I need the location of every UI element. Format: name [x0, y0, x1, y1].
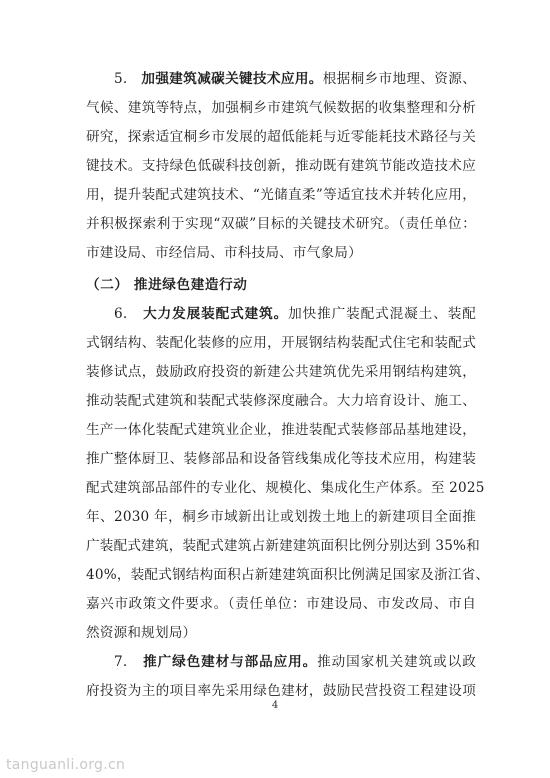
section-7-first-line: [114, 651, 476, 673]
section-5-number: 5.: [114, 71, 128, 87]
section-6-number: 6.: [114, 306, 128, 322]
section-5-title: 加强建筑减碳关键技术应用。: [141, 71, 323, 87]
section-5-line: 市建设局、市经信局、市科技局、市气象局）: [86, 245, 362, 261]
section-6-line: 装修试点，鼓励政府投资的新建公共建筑优先采用钢结构建筑，: [86, 364, 476, 380]
section-5-line: 研究，探索适宜桐乡市发展的超低能耗与近零能耗技术路径与关: [86, 129, 476, 145]
section-6-line: 然资源和规划局）: [86, 625, 197, 641]
section-7-number: 7.: [114, 654, 128, 670]
section-6-line: 推广整体厨卫、装修部品和设备管线集成化等技术应用，构建装: [86, 451, 476, 467]
section-7-line: 府投资为主的项目率先采用绿色建材，鼓励民营投资工程建设项: [86, 683, 476, 699]
section-6-line-0: 加快推广装配式混凝土、装配: [288, 306, 476, 322]
section-7-title: 推广绿色建材与部品应用。: [143, 654, 318, 670]
watermark: tanguanli.org.cn: [6, 757, 126, 773]
section-6-line: 生产一体化装配式建筑业企业，推进装配式装修部品基地建设，: [86, 422, 476, 438]
section-5-line-0: 根据桐乡市地理、资源、: [322, 71, 476, 87]
section-6-line: 40%，装配式钢结构面积占新建建筑面积比例满足国家及浙江省、: [86, 567, 490, 583]
section-5-line: 气候、建筑等特点，加强桐乡市建筑气候数据的收集整理和分析: [86, 100, 476, 116]
section-6-line: 推动装配式建筑和装配式装修深度融合。大力培育设计、施工、: [86, 393, 476, 409]
subsection-heading: （二） 推进绿色建造行动: [86, 277, 248, 293]
section-6-line: 配式建筑部品部件的专业化、规模化、集成化生产体系。至 2025: [86, 480, 485, 496]
section-6-line: 广装配式建筑，装配式建筑占新建建筑面积比例分别达到 35%和: [86, 538, 480, 554]
section-6-title: 大力发展装配式建筑。: [143, 306, 289, 322]
section-5-line: 用，提升装配式建筑技术、“光储直柔”等适宜技术并转化应用，: [86, 187, 476, 203]
section-6-line: 嘉兴市政策文件要求。（责任单位：市建设局、市发改局、市自: [86, 596, 476, 612]
section-6-line: 年、2030 年，桐乡市域新出让或划拨土地上的新建项目全面推: [86, 509, 476, 525]
section-7-line-0: 推动国家机关建筑或以政: [317, 654, 476, 670]
section-5-line: 键技术。支持绿色低碳科技创新，推动既有建筑节能改造技术应: [86, 158, 476, 174]
section-5-line: 并积极探索利于实现“双碳”目标的关键技术研究。（责任单位：: [86, 216, 476, 232]
page-number: 4: [271, 700, 279, 711]
section-6-first-line: [114, 303, 476, 325]
section-5-first-line: [114, 68, 476, 90]
section-6-line: 式钢结构、装配化装修的应用，开展钢结构装配式住宅和装配式: [86, 335, 476, 351]
